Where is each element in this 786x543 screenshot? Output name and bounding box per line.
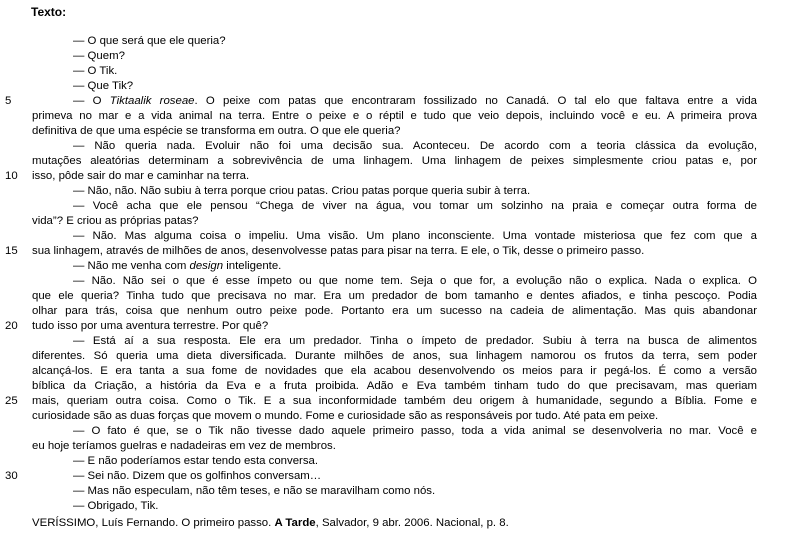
text-line bbox=[32, 109, 757, 124]
text-segment: — Está aí a sua resposta. Ele era um predador. Tinha o ímpeto de predador. Subiu à terra na busca de alimentos bbox=[73, 335, 757, 347]
text-body bbox=[5, 34, 757, 514]
text-segment: diferentes. Só queria uma dieta diversificada. Durante milhões de anos, sua linhagem namorou os frutos da terra, sem poder bbox=[32, 350, 757, 362]
text-line bbox=[32, 79, 757, 94]
text-segment: — O fato é que, se o Tik não tivesse dado aquele primeiro passo, toda a vida animal se desenvolveria no mar. Você e bbox=[73, 425, 757, 437]
text-segment: isso, pôde sair do mar e caminhar na terra. bbox=[32, 170, 250, 182]
text-segment: alcançá-los. E era tanta a sua fome de novidades que ela acabou desenvolvendo os meios para ir pegá-los. É como a versão bbox=[32, 365, 757, 377]
text-segment: — Não. Não sei o que é esse ímpeto ou que nome tem. Seja o que for, a evolução não o explica. Nada o explica. O bbox=[73, 275, 757, 287]
line-number: 30 bbox=[5, 470, 18, 482]
line-number-column bbox=[5, 34, 29, 514]
text-segment: definitiva de que uma espécie se transforma em outra. O que ele queria? bbox=[32, 125, 401, 137]
text-line bbox=[32, 289, 757, 304]
text-line bbox=[32, 64, 757, 79]
text-segment: — Você acha que ele pensou “Chega de viver na água, vou tomar um solzinho na praia e começar outra forma de bbox=[73, 200, 757, 212]
text-segment: — Não me venha com bbox=[73, 260, 190, 272]
text-line bbox=[32, 229, 757, 244]
text-segment: , Salvador, 9 abr. 2006. Nacional, p. 8. bbox=[315, 517, 509, 529]
text-line bbox=[32, 244, 757, 259]
text-line bbox=[32, 34, 757, 49]
text-segment: — E não poderíamos estar tendo esta conversa. bbox=[73, 455, 319, 467]
text-line bbox=[32, 184, 757, 199]
text-line bbox=[32, 334, 757, 349]
text-segment: mais, queriam outra coisa. Como o Tik. E a sua inconformidade também deu origem à humanidade, segundo a Bíblia. Fome e bbox=[32, 395, 757, 407]
bold-text: A Tarde bbox=[274, 517, 316, 529]
text-line bbox=[32, 154, 757, 169]
line-number: 10 bbox=[5, 170, 18, 182]
text-segment: — Sei não. Dizem que os golfinhos conversam… bbox=[73, 470, 322, 482]
source-citation bbox=[32, 516, 509, 531]
text-segment: — O que será que ele queria? bbox=[73, 35, 226, 47]
text-line bbox=[32, 439, 757, 454]
text-segment: curiosidade são as duas forças que movem o mundo. Fome e curiosidade são as responsáveis por tudo. Até pata em peixe. bbox=[32, 410, 659, 422]
text-segment: vida”? E criou as próprias patas? bbox=[32, 215, 199, 227]
text-segment: — Não, não. Não subiu à terra porque criou patas. Criou patas porque queria subir à terra. bbox=[73, 185, 531, 197]
text-line bbox=[32, 304, 757, 319]
text-line bbox=[32, 454, 757, 469]
text-line bbox=[32, 364, 757, 379]
text-segment: — Quem? bbox=[73, 50, 125, 62]
text-line bbox=[32, 124, 757, 139]
text-segment: inteligente. bbox=[223, 260, 282, 272]
italic-text: Tiktaalik roseae bbox=[109, 95, 195, 107]
text-line bbox=[32, 379, 757, 394]
text-segment: bíblica da Criação, a história da Eva e a fruta proibida. Adão e Eva também tinham tudo do que precisavam, mas queriam bbox=[32, 380, 757, 392]
text-line bbox=[32, 499, 757, 514]
text-line bbox=[32, 319, 757, 334]
text-line bbox=[32, 394, 757, 409]
text-segment: primeva no mar e a vida animal na terra. Entre o peixe e o réptil e tudo que veio depois, incluindo você e eu. A primeira prova bbox=[32, 110, 757, 122]
text-segment: — Mas não especulam, não têm teses, e não se maravilham como nós. bbox=[73, 485, 436, 497]
line-number: 15 bbox=[5, 245, 18, 257]
text-line bbox=[32, 214, 757, 229]
text-line bbox=[32, 424, 757, 439]
text-line bbox=[32, 259, 757, 274]
line-number: 5 bbox=[5, 95, 12, 107]
text-segment: — Que Tik? bbox=[73, 80, 134, 92]
text-segment: tudo isso por uma aventura terrestre. Por quê? bbox=[32, 320, 269, 332]
text-line bbox=[32, 484, 757, 499]
text-segment: — O bbox=[73, 95, 110, 107]
line-number: 25 bbox=[5, 395, 18, 407]
text-lines bbox=[32, 34, 757, 514]
text-segment: — Não queria nada. Evoluir não foi uma decisão sua. Aconteceu. De acordo com a teoria clássica da evolução, bbox=[73, 140, 757, 152]
text-segment: eu hoje teríamos guelras e nadadeiras em vez de membros. bbox=[32, 440, 336, 452]
text-line bbox=[32, 349, 757, 364]
text-line bbox=[32, 199, 757, 214]
text-line bbox=[32, 409, 757, 424]
text-line bbox=[32, 274, 757, 289]
text-segment: que ele queria? Tinha tudo que precisava no mar. Era um predador de bom tamanho e dentes afiados, e tinha pescoço. Podia bbox=[32, 290, 757, 302]
text-line bbox=[32, 49, 757, 64]
text-segment: — Obrigado, Tik. bbox=[73, 500, 159, 512]
page-title: Texto: bbox=[31, 5, 67, 19]
text-line bbox=[32, 469, 757, 484]
text-line bbox=[32, 169, 757, 184]
text-line bbox=[32, 94, 757, 109]
text-segment: olhar para trás, coisa que nenhum outro peixe pode. Portanto era um sucesso na cadeia de alimentação. Mas quis abandonar bbox=[32, 305, 757, 317]
text-segment: mutações aleatórias determinam a sobrevivência de uma linhagem. Uma linhagem de peixes simplesmente criou patas e, por bbox=[32, 155, 757, 167]
text-segment: — Não. Mas alguma coisa o impeliu. Uma visão. Um plano inconsciente. Uma vontade misteriosa que fez com que a bbox=[73, 230, 757, 242]
text-segment: sua linhagem, através de milhões de anos, desenvolvesse patas para pisar na terra. E ele, o Tik, desse o primeiro passo. bbox=[32, 245, 645, 257]
text-segment: — O Tik. bbox=[73, 65, 118, 77]
text-segment: . O peixe com patas que encontraram fossilizado no Canadá. O tal elo que faltava entre a vida bbox=[194, 95, 757, 107]
italic-text: design bbox=[189, 260, 224, 272]
line-number: 20 bbox=[5, 320, 18, 332]
text-segment: VERÍSSIMO, Luís Fernando. O primeiro passo. bbox=[32, 517, 275, 529]
text-line bbox=[32, 139, 757, 154]
